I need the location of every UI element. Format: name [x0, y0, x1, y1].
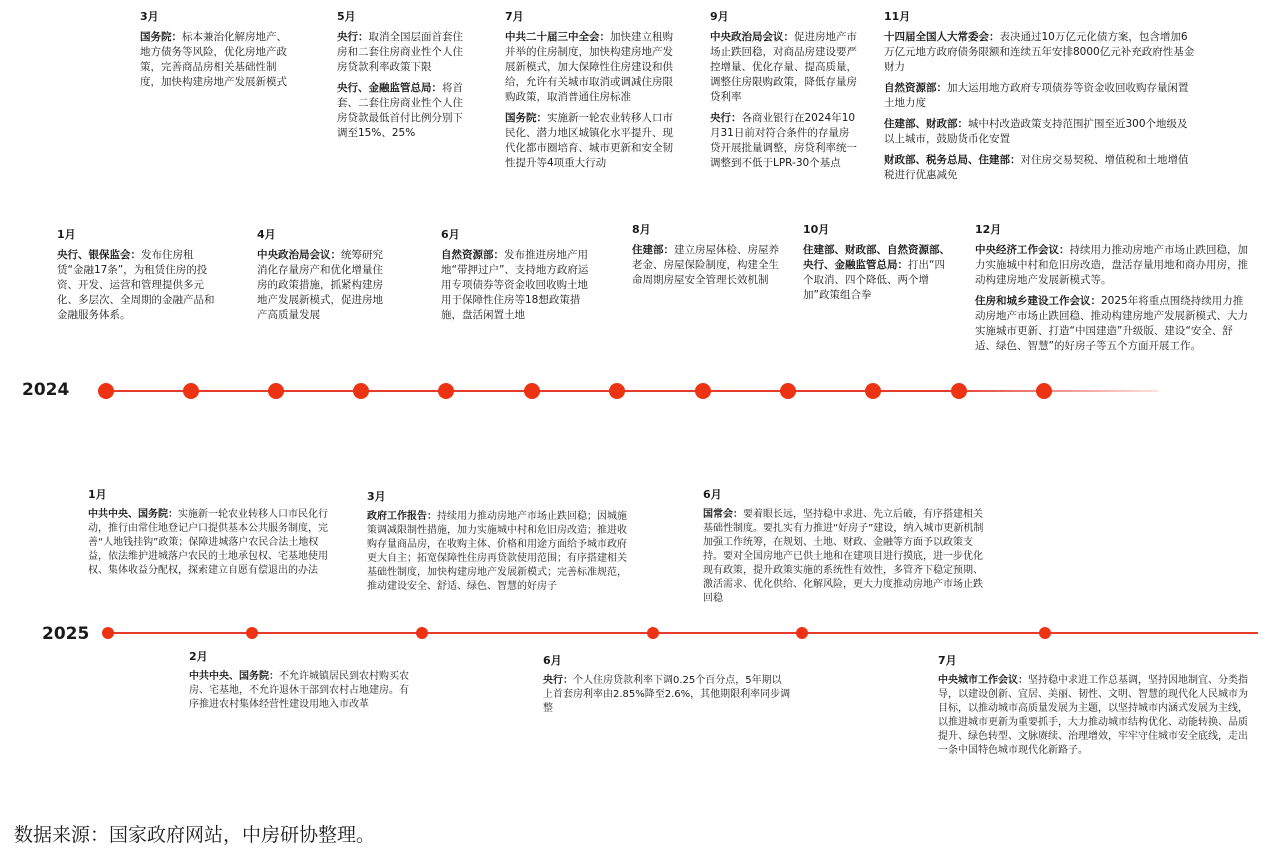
event-month: 10月 — [803, 223, 830, 236]
timeline-dot-2025-06 — [1039, 627, 1051, 639]
event-month: 2月 — [189, 650, 208, 663]
event-2024-11 — [884, 9, 1196, 189]
event-item — [884, 81, 1196, 111]
event-month: 6月 — [703, 488, 722, 501]
event-text: 取消全国层面首套住房和二套住房商业性个人住房贷款利率政策下限 — [337, 31, 463, 73]
event-org: 央行、金融监管总局： — [337, 82, 442, 94]
event-month: 7月 — [938, 654, 957, 667]
event-org: 政府工作报告： — [367, 511, 437, 522]
event-item — [57, 248, 215, 323]
event-item — [884, 117, 1196, 147]
timeline-dot-2024-11 — [951, 383, 967, 399]
event-org: 央行： — [337, 31, 369, 43]
timeline-dot-2025-03 — [416, 627, 428, 639]
event-text: 2025年将重点围绕持续用力推动房地产市场止跌回稳、推动构建房地产发展新模式、大力实施城市更新、打造“中国建造”升级版、建设“安全、舒适、绿色、智慧”的好房子等五个方面开展工作。 — [975, 295, 1248, 352]
event-2024-10 — [803, 222, 951, 309]
event-org: 十四届全国人大常委会： — [884, 31, 1000, 43]
event-org: 住房和城乡建设工作会议： — [975, 295, 1101, 307]
timeline-2024 — [98, 390, 1158, 392]
event-text: 加大运用地方政府专项债券等资金收回收购存量闲置土地力度 — [884, 82, 1189, 109]
event-item — [88, 508, 336, 578]
event-text: 打出“四个取消、四个降低、两个增加”政策组合拳 — [803, 259, 945, 301]
event-org: 国常会： — [703, 509, 743, 520]
event-text: 对住房交易契税、增值税和土地增值税进行优惠减免 — [884, 154, 1189, 181]
event-month: 11月 — [884, 10, 911, 23]
event-org: 财政部、税务总局、住建部： — [884, 154, 1021, 166]
timeline-dot-2024-04 — [353, 383, 369, 399]
timeline-dot-2025-04 — [647, 627, 659, 639]
timeline-dot-2024-07 — [609, 383, 625, 399]
event-month: 9月 — [710, 10, 729, 23]
event-item — [367, 510, 629, 594]
event-text: 城中村改造政策支持范围扩围至近300个地级及以上城市，鼓励货币化安置 — [884, 118, 1188, 145]
event-text: 表决通过10万亿元化债方案，包含增加6万亿元地方政府债务限额和连续五年安排8000亿元补充政府性基金财力 — [884, 31, 1195, 73]
event-text: 个人住房贷款利率下调0.25个百分点，5年期以上首套房利率由2.85%降至2.6%，其他期限利率同步调整 — [543, 675, 791, 714]
event-text: 发布推进房地产用地“带押过户”、支持地方政府运用专项债券等资金收回收购土地用于保障性住房等18想政策措施，盘活闲置土地 — [441, 249, 589, 321]
event-text: 持续用力推动房地产市场止跌回稳，加力实施城中村和危旧房改造，盘活存量用地和商办用房，推动构建房地产发展新模式等。 — [975, 244, 1248, 286]
event-month: 3月 — [367, 490, 386, 503]
event-item — [975, 294, 1251, 354]
year-label-2025: 2025 — [42, 624, 90, 644]
event-org: 国务院： — [505, 112, 547, 124]
event-org: 央行： — [710, 112, 742, 124]
event-2024-03 — [140, 9, 288, 96]
event-item — [884, 153, 1196, 183]
event-2025-06-central-bank — [543, 654, 791, 722]
timeline-dot-2024-05 — [438, 383, 454, 399]
event-org: 中央政治局会议： — [257, 249, 341, 261]
event-text: 建立房屋体检、房屋养老金、房屋保险制度，构建全生命周期房屋安全管理长效机制 — [632, 244, 779, 286]
event-month: 7月 — [505, 10, 524, 23]
event-item — [710, 111, 858, 171]
event-month: 5月 — [337, 10, 356, 23]
event-2024-08 — [632, 222, 784, 294]
event-2024-12 — [975, 222, 1251, 360]
event-item — [938, 674, 1256, 758]
event-text: 实施新一轮农业转移人口市民化行动，推行由常住地登记户口提供基本公共服务制度，完善“人地钱挂钩”政策；保障进城落户农民合法土地权益，依法维护进城落户农民的土地承包权、宅基地使用权、集体收益分配权，探索建立自愿有偿退出的办法 — [88, 509, 328, 576]
data-source-note: 数据来源：国家政府网站，中房研协整理。 — [14, 824, 376, 846]
event-2025-07 — [938, 654, 1256, 764]
event-item — [140, 30, 288, 90]
event-item — [803, 243, 951, 303]
event-org: 住建部、财政部： — [884, 118, 968, 130]
event-org: 中共二十届三中全会： — [505, 31, 610, 43]
event-item — [337, 81, 470, 141]
timeline-dot-2025-05 — [796, 627, 808, 639]
event-month: 8月 — [632, 223, 651, 236]
event-text: 加快建立租购并举的住房制度，加快构建房地产发展新模式，加大保障性住房建设和供给，允许有关城市取消或调减住房限购政策，取消普通住房标准 — [505, 31, 673, 103]
event-text: 坚持稳中求进工作总基调，坚持因地制宜、分类指导，以建设创新、宜居、美丽、韧性、文明、智慧的现代化人民城市为目标，以推动城市高质量发展为主题，以坚持城市内涵式发展为主线，以推进城市更新为重要抓手，大力推动城市结构优化、动能转换、品质提升、绿色转型、文脉赓续、治理增效，牢牢守住城市安全底线，走出一条中国特色城市现代化新路子。 — [938, 675, 1248, 756]
event-item — [703, 508, 989, 606]
event-2024-07 — [505, 9, 673, 177]
event-text: 不允许城镇居民到农村购买农房、宅基地，不允许退休干部到农村占地建房。有序推进农村集体经营性建设用地入市改革 — [189, 671, 409, 710]
event-item — [884, 30, 1196, 75]
timeline-dot-2024-12 — [1036, 383, 1052, 399]
event-month: 12月 — [975, 223, 1002, 236]
event-org: 住建部、财政部、自然资源部、央行、金融监管总局： — [803, 244, 950, 271]
event-text: 各商业银行在2024年10月31日前对符合条件的存量房贷开展批量调整，房贷利率统一调整到不低于LPR-30个基点 — [710, 112, 857, 169]
event-item — [975, 243, 1251, 288]
event-org: 央行、银保监会： — [57, 249, 141, 261]
event-org: 央行： — [543, 675, 573, 686]
timeline-dot-2024-03 — [268, 383, 284, 399]
event-2025-06-state-council — [703, 488, 989, 612]
event-2024-06 — [441, 227, 589, 329]
event-org: 自然资源部： — [884, 82, 947, 94]
timeline-2025 — [104, 632, 1258, 634]
event-org: 自然资源部： — [441, 249, 504, 261]
event-item — [710, 30, 858, 105]
timeline-dot-2025-01 — [102, 627, 114, 639]
event-item — [632, 243, 784, 288]
event-org: 中央城市工作会议： — [938, 675, 1028, 686]
event-month: 3月 — [140, 10, 159, 23]
event-2025-03 — [367, 490, 629, 600]
event-text: 促进房地产市场止跌回稳，对商品房建设要严控增量、优化存量、提高质量，调整住房限购政策，降低存量房贷利率 — [710, 31, 857, 103]
event-org: 中央政治局会议： — [710, 31, 794, 43]
event-text: 统筹研究消化存量房产和优化增量住房的政策措施，抓紧构建房地产发展新模式，促进房地产高质量发展 — [257, 249, 383, 321]
timeline-dot-2024-08 — [695, 383, 711, 399]
event-text: 将首套、二套住房商业性个人住房贷款最低首付比例分别下调至15%、25% — [337, 82, 463, 139]
event-org: 国务院： — [140, 31, 182, 43]
timeline-dot-2024-06 — [524, 383, 540, 399]
event-item — [543, 674, 791, 716]
event-text: 实施新一轮农业转移人口市民化、潜力地区城镇化水平提升、现代化都市圈培育、城市更新和安全韧性提升等4项重大行动 — [505, 112, 673, 169]
event-org: 中央经济工作会议： — [975, 244, 1070, 256]
timeline-dot-2024-01 — [98, 383, 114, 399]
event-org: 住建部： — [632, 244, 674, 256]
event-item — [337, 30, 470, 75]
event-text: 发布住房租赁“金融17条”，为租赁住房的投资、开发、运营和管理提供多元化、多层次、全周期的金融产品和金融服务体系。 — [57, 249, 215, 321]
event-2024-01 — [57, 227, 215, 329]
timeline-dot-2024-02 — [183, 383, 199, 399]
event-2024-05 — [337, 9, 470, 147]
timeline-dot-2024-10 — [865, 383, 881, 399]
event-2024-04 — [257, 227, 392, 329]
event-month: 1月 — [88, 488, 107, 501]
event-item — [189, 670, 413, 712]
event-month: 6月 — [441, 228, 460, 241]
event-org: 中共中央、国务院： — [189, 671, 279, 682]
event-item — [257, 248, 392, 323]
event-month: 4月 — [257, 228, 276, 241]
event-month: 1月 — [57, 228, 76, 241]
year-label-2024: 2024 — [22, 380, 70, 400]
event-text: 标本兼治化解房地产、地方债务等风险，优化房地产政策，完善商品房相关基础性制度，加快构建房地产发展新模式 — [140, 31, 287, 88]
event-text: 要着眼长远，坚持稳中求进、先立后破，有序搭建相关基础性制度。要扎实有力推进“好房子”建设，纳入城市更新机制加强工作统筹，在规划、土地、财政、金融等方面予以政策支持。要对全国房地产已供土地和在建项目进行摸底，进一步优化现有政策，提升政策实施的系统性有效性，多管齐下稳定预期、激活需求、优化供给、化解风险，更大力度推动房地产市场止跌回稳 — [703, 509, 984, 604]
event-2025-01 — [88, 488, 336, 584]
event-month: 6月 — [543, 654, 562, 667]
event-org: 中共中央、国务院： — [88, 509, 178, 520]
timeline-dot-2024-09 — [780, 383, 796, 399]
timeline-dot-2025-02 — [246, 627, 258, 639]
event-text: 持续用力推动房地产市场止跌回稳；因城施策调减限制性措施，加力实施城中村和危旧房改造；推进收购存量商品房，在收购主体、价格和用途方面给予城市政府更大自主；拓宽保障性住房再贷款使用范围；有序搭建相关基础性制度，加快构建房地产发展新模式；完善标准规范，推动建设安全、舒适、绿色、智慧的好房子 — [367, 511, 627, 592]
event-2025-02 — [189, 650, 413, 718]
event-2024-09 — [710, 9, 858, 177]
event-item — [505, 30, 673, 105]
event-item — [505, 111, 673, 171]
event-item — [441, 248, 589, 323]
